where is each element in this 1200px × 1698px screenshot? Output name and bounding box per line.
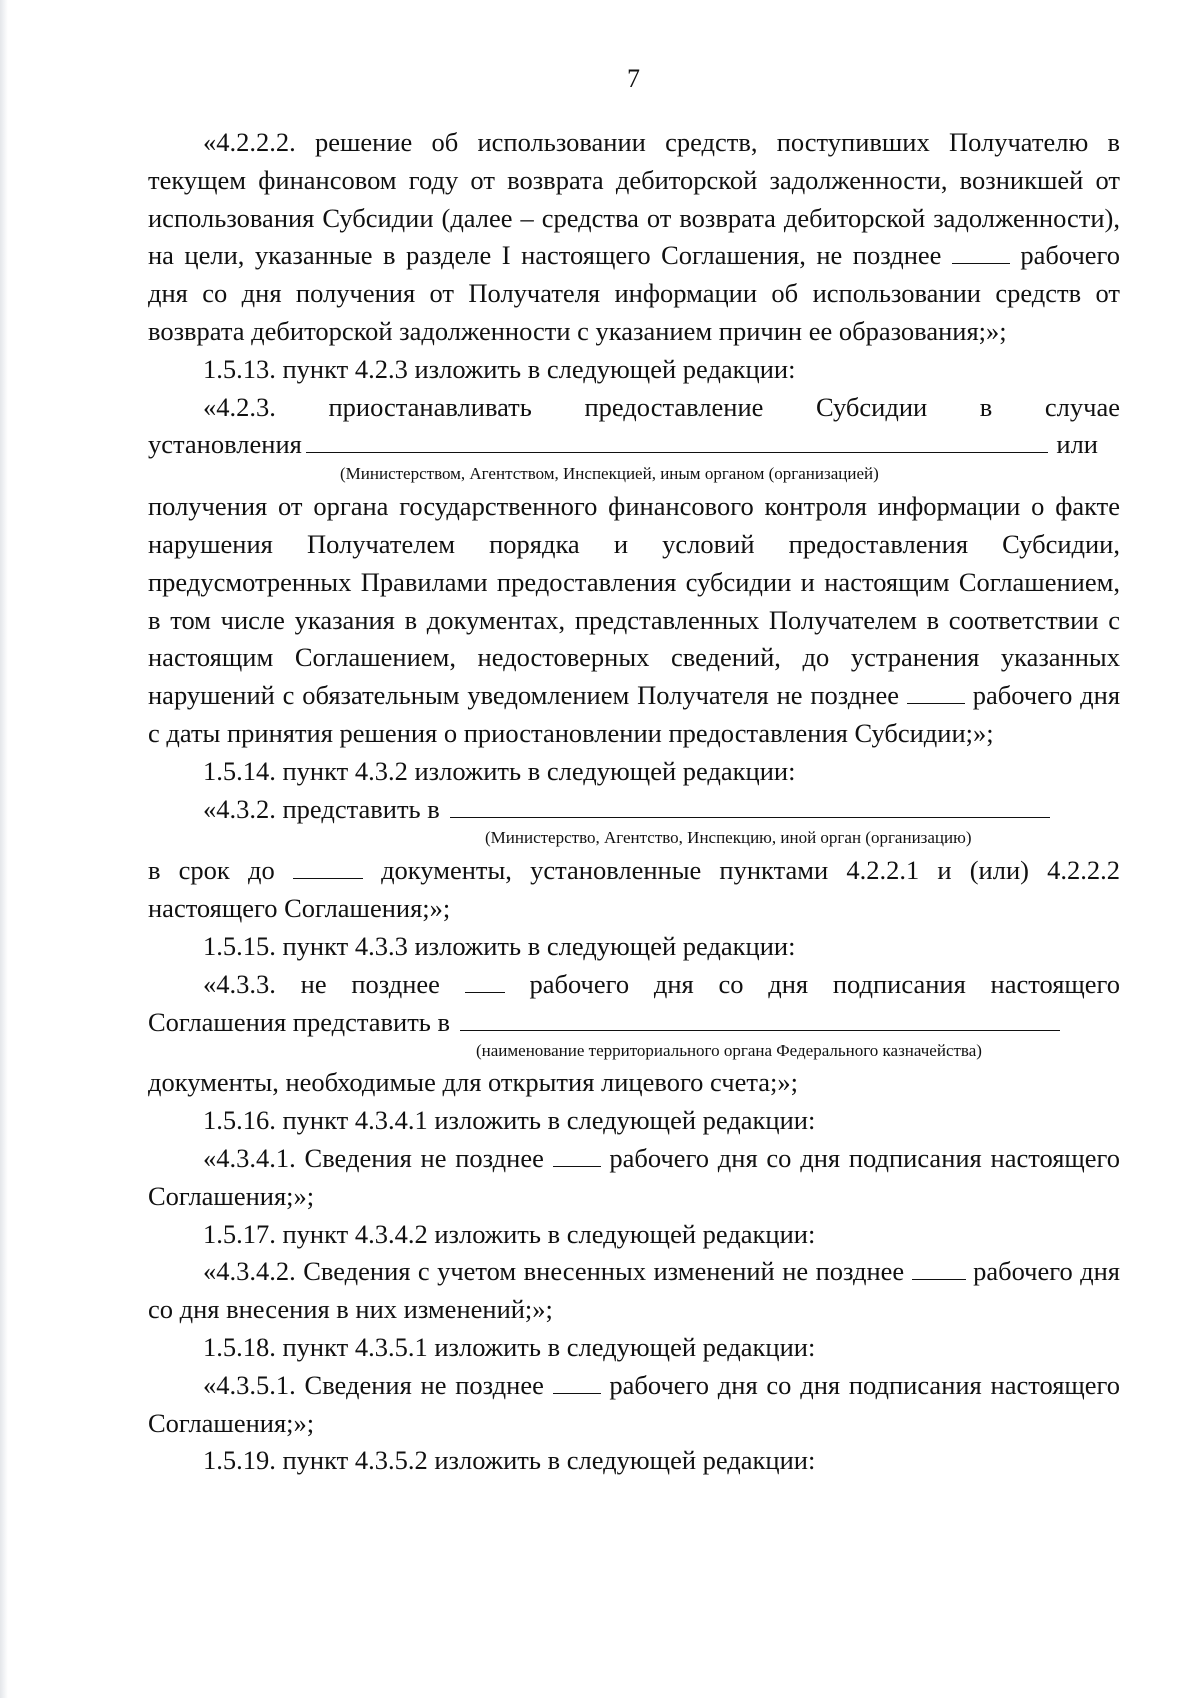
blank-field	[907, 681, 965, 704]
paragraph-4-2-3-body	[148, 488, 1120, 753]
paragraph-4-2-3-start: «4.2.3. приостанавливать предоставление Субсидии в случае	[203, 391, 1120, 422]
paragraph-text: Соглашения представить в	[148, 1006, 451, 1037]
paragraph-4-3-3-end: документы, необходимые для открытия лицевого счета;»;	[148, 1067, 798, 1098]
paragraph-text: документы, установленные пунктами 4.2.2.1 и (или) 4.2.2.2 настоящего Соглашения;»;	[148, 855, 1121, 924]
blank-field	[553, 1144, 601, 1167]
paragraph-4-3-2-line	[148, 791, 1120, 829]
blank-field	[450, 795, 1050, 818]
paragraph-text: рабочего дня со дня подписания настоящего Соглашения;»;	[148, 1142, 1121, 1211]
paragraph-4-3-3-start	[148, 966, 1120, 1004]
paragraph-1-5-13: 1.5.13. пункт 4.2.3 изложить в следующей редакции:	[203, 353, 796, 384]
paragraph-1-5-15: 1.5.15. пункт 4.3.3 изложить в следующей редакции:	[203, 930, 796, 961]
blank-field	[952, 241, 1010, 264]
blank-field	[465, 970, 505, 993]
field-caption: (Министерство, Агентство, Инспекцию, иной орган (организацию)	[485, 828, 972, 848]
paragraph-4-3-3-line	[148, 1004, 1120, 1042]
paragraph-text: «4.3.3. не позднее	[203, 968, 440, 999]
paragraph-text: в срок до	[148, 855, 275, 886]
paragraph-text: «4.3.4.2. Сведения с учетом внесенных изменений не позднее	[203, 1256, 905, 1287]
blank-field	[912, 1257, 966, 1280]
paragraph-text: получения от органа государственного финансового контроля информации о факте нарушения Получателем порядка и условий предоставления Субсидии, предусмотренных Правилами предоставления субсидии и настоящим Соглашением, в том числе указания в документах, представленных Получателем в соответствии с настоящим Соглашением, недостоверных сведений, до устранения указанных нарушений с обязательным уведомлением Получателя не позднее	[148, 491, 1120, 711]
paragraph-1-5-14: 1.5.14. пункт 4.3.2 изложить в следующей редакции:	[203, 755, 796, 786]
paragraph-1-5-18: 1.5.18. пункт 4.3.5.1 изложить в следующей редакции:	[203, 1331, 816, 1362]
paragraph-text: рабочего дня со дня внесения в них изменений;»;	[148, 1256, 1121, 1325]
paragraph-1-5-19: 1.5.19. пункт 4.3.5.2 изложить в следующей редакции:	[203, 1445, 816, 1476]
scan-edge-shadow	[0, 0, 8, 1698]
field-caption: (Министерством, Агентством, Инспекцией, иным органом (организацией)	[340, 464, 879, 484]
paragraph-4-3-2-body	[148, 852, 1120, 928]
paragraph-4-3-4-2	[148, 1253, 1120, 1329]
paragraph-1-5-16: 1.5.16. пункт 4.3.4.1 изложить в следующей редакции:	[203, 1105, 816, 1136]
paragraph-text: «4.3.5.1. Сведения не позднее	[203, 1369, 544, 1400]
paragraph-text: рабочего дня с даты принятия решения о приостановлении предоставления Субсидии;»;	[148, 680, 1121, 748]
paragraph-text: рабочего дня со дня подписания настоящего	[529, 968, 1121, 999]
paragraph-text: установления	[148, 429, 302, 460]
blank-field	[293, 856, 363, 879]
paragraph-text: «4.2.2.2. решение об использовании средств, поступивших Получателю в текущем финансовом году от возврата дебиторской задолженности, возникшей от использования Субсидии (далее – средства от возврата дебиторской задолженности), на цели, указанные в разделе I настоящего Соглашения, не позднее	[148, 127, 1120, 271]
paragraph-4-2-3-line	[148, 426, 1120, 464]
paragraph-1-5-17: 1.5.17. пункт 4.3.4.2 изложить в следующей редакции:	[203, 1218, 816, 1249]
field-caption: (наименование территориального органа Федерального казначейства)	[476, 1041, 982, 1061]
blank-field	[553, 1371, 601, 1394]
paragraph-4-3-5-1	[148, 1367, 1120, 1443]
paragraph-text: «4.3.4.1. Сведения не позднее	[203, 1142, 544, 1173]
blank-field	[306, 430, 1049, 453]
paragraph-text: рабочего дня со дня получения от Получателя информации об использовании средств от возврата дебиторской задолженности с указанием причин ее образования;»;	[148, 240, 1121, 346]
document-body	[148, 124, 1120, 1480]
paragraph-4-2-2-2	[148, 124, 1120, 351]
paragraph-text: «4.3.2. представить в	[203, 793, 440, 824]
page-number: 7	[627, 64, 640, 93]
paragraph-text: или	[1056, 429, 1098, 460]
paragraph-4-3-4-1	[148, 1140, 1120, 1216]
paragraph-text: рабочего дня со дня подписания настоящего Соглашения;»;	[148, 1369, 1121, 1438]
blank-field	[460, 1008, 1060, 1031]
